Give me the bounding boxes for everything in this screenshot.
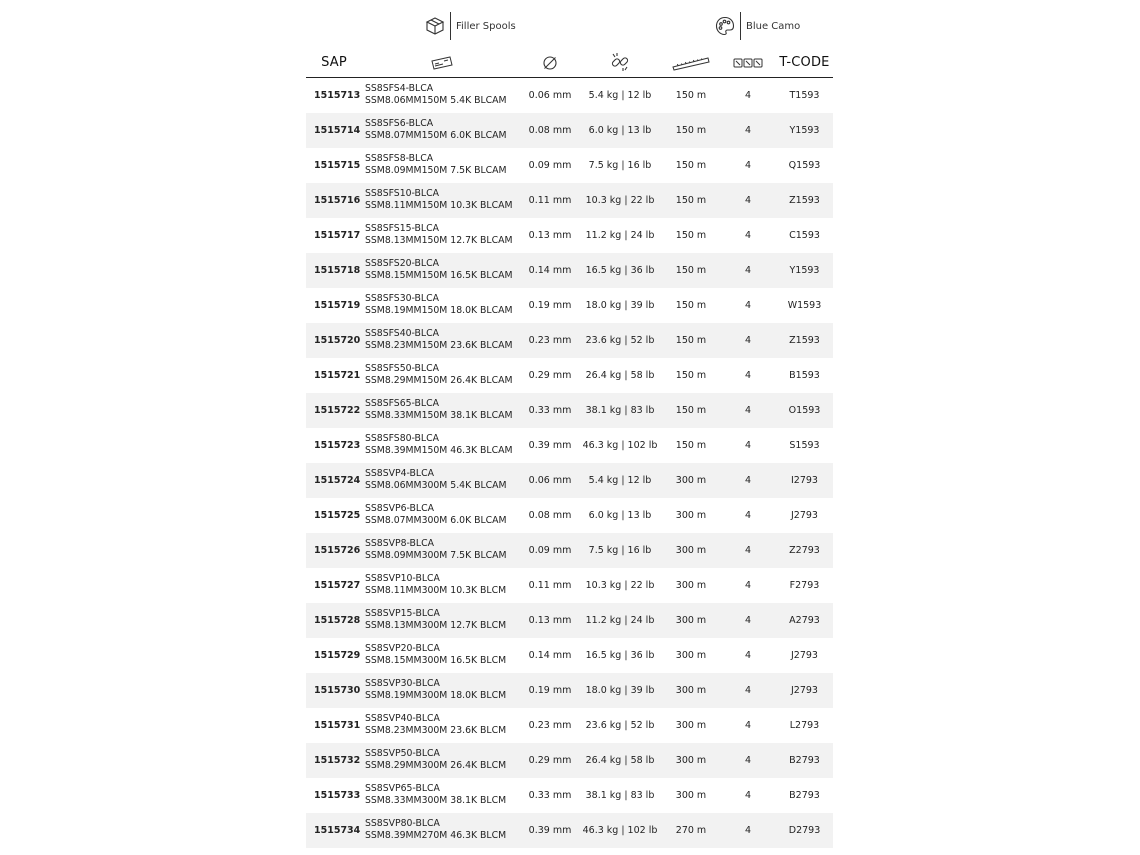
table-row xyxy=(306,568,833,603)
cell-sap: 1515724 xyxy=(314,474,361,486)
cell-sap: 1515722 xyxy=(314,404,361,416)
cell-diameter: 0.13 mm xyxy=(528,614,572,626)
cell-length: 150 m xyxy=(675,159,707,171)
cell-breaking-strength: 6.0 kg | 13 lb xyxy=(588,124,652,136)
cell-product-desc: SSM8.09MM150M 7.5K BLCAM xyxy=(365,165,507,176)
cell-sap: 1515725 xyxy=(314,509,361,521)
cell-sap: 1515727 xyxy=(314,579,361,591)
cell-sap: 1515723 xyxy=(314,439,361,451)
cell-tcode: B2793 xyxy=(789,789,820,801)
cell-tcode: Z1593 xyxy=(789,334,820,346)
cell-tcode: J2793 xyxy=(791,649,818,661)
cell-description xyxy=(362,778,522,813)
table-row xyxy=(306,428,833,463)
cell-product-code: SS8SVP4-BLCA xyxy=(365,468,434,479)
cell-product-desc: SSM8.39MM270M 46.3K BLCM xyxy=(365,830,507,841)
legend-blue-camo xyxy=(714,10,800,42)
cell-sap: 1515726 xyxy=(314,544,361,556)
cell-product-code: SS8SVP80-BLCA xyxy=(365,818,440,829)
cell-breaking-strength: 10.3 kg | 22 lb xyxy=(585,579,655,591)
cell-sap: 1515734 xyxy=(314,824,361,836)
label-tag-icon xyxy=(430,53,454,72)
cell-product-code: SS8SVP10-BLCA xyxy=(365,573,440,584)
cell-breaking-strength: 26.4 kg | 58 lb xyxy=(585,369,655,381)
cell-breaking-strength: 46.3 kg | 102 lb xyxy=(582,439,658,451)
cell-length: 300 m xyxy=(675,649,707,661)
cell-sap: 1515713 xyxy=(314,89,361,101)
cell-tcode: L2793 xyxy=(789,719,820,731)
cell-breaking-strength: 18.0 kg | 39 lb xyxy=(585,299,655,311)
cell-breaking-strength: 16.5 kg | 36 lb xyxy=(585,649,655,661)
cell-quantity: 4 xyxy=(744,614,752,626)
diameter-icon xyxy=(542,53,558,72)
cell-breaking-strength: 26.4 kg | 58 lb xyxy=(585,754,655,766)
legend-filler-spools xyxy=(424,10,516,42)
cell-quantity: 4 xyxy=(744,649,752,661)
table-row xyxy=(306,673,833,708)
cell-description xyxy=(362,183,522,218)
cell-product-desc: SSM8.09MM300M 7.5K BLCAM xyxy=(365,550,507,561)
cell-description xyxy=(362,498,522,533)
cell-product-code: SS8SFS80-BLCA xyxy=(365,433,439,444)
cell-tcode: F2793 xyxy=(789,579,820,591)
cell-breaking-strength: 6.0 kg | 13 lb xyxy=(588,509,652,521)
cell-sap: 1515719 xyxy=(314,299,361,311)
cell-tcode: A2793 xyxy=(789,614,820,626)
cell-product-desc: SSM8.23MM150M 23.6K BLCAM xyxy=(365,340,513,351)
table-row xyxy=(306,708,833,743)
cell-tcode: I2793 xyxy=(791,474,818,486)
cell-diameter: 0.39 mm xyxy=(528,439,572,451)
table-row xyxy=(306,358,833,393)
cell-description xyxy=(362,463,522,498)
cell-quantity: 4 xyxy=(744,719,752,731)
cell-length: 300 m xyxy=(675,754,707,766)
cell-diameter: 0.19 mm xyxy=(528,684,572,696)
cell-description xyxy=(362,78,522,113)
cell-breaking-strength: 5.4 kg | 12 lb xyxy=(588,474,652,486)
cell-quantity: 4 xyxy=(744,579,752,591)
table-row xyxy=(306,288,833,323)
cell-product-desc: SSM8.13MM300M 12.7K BLCM xyxy=(365,620,507,631)
cell-quantity: 4 xyxy=(744,684,752,696)
cell-product-desc: SSM8.11MM300M 10.3K BLCM xyxy=(365,585,507,596)
cell-tcode: Y1593 xyxy=(789,264,820,276)
cell-sap: 1515717 xyxy=(314,229,361,241)
product-spec-table xyxy=(306,47,833,848)
table-row xyxy=(306,813,833,848)
cell-tcode: O1593 xyxy=(788,404,821,416)
cell-breaking-strength: 7.5 kg | 16 lb xyxy=(588,544,652,556)
cell-sap: 1515715 xyxy=(314,159,361,171)
cell-tcode: T1593 xyxy=(789,89,820,101)
cell-tcode: S1593 xyxy=(789,439,820,451)
cell-diameter: 0.33 mm xyxy=(528,789,572,801)
table-row xyxy=(306,533,833,568)
header-description xyxy=(362,47,522,78)
cell-diameter: 0.09 mm xyxy=(528,544,572,556)
cell-diameter: 0.23 mm xyxy=(528,719,572,731)
cell-tcode: Y1593 xyxy=(789,124,820,136)
cell-length: 300 m xyxy=(675,614,707,626)
table-row xyxy=(306,183,833,218)
cell-product-desc: SSM8.19MM150M 18.0K BLCAM xyxy=(365,305,513,316)
cell-breaking-strength: 23.6 kg | 52 lb xyxy=(585,719,655,731)
cell-sap: 1515729 xyxy=(314,649,361,661)
cell-product-code: SS8SVP65-BLCA xyxy=(365,783,440,794)
cell-product-code: SS8SVP15-BLCA xyxy=(365,608,440,619)
cell-length: 300 m xyxy=(675,684,707,696)
table-row xyxy=(306,253,833,288)
cell-diameter: 0.29 mm xyxy=(528,754,572,766)
cell-description xyxy=(362,813,522,848)
cell-product-desc: SSM8.06MM300M 5.4K BLCAM xyxy=(365,480,507,491)
cell-product-code: SS8SVP20-BLCA xyxy=(365,643,440,654)
cell-diameter: 0.08 mm xyxy=(528,509,572,521)
table-row xyxy=(306,498,833,533)
cell-length: 300 m xyxy=(675,789,707,801)
cell-length: 150 m xyxy=(675,194,707,206)
cell-tcode: B2793 xyxy=(789,754,820,766)
legend-filler-label: Filler Spools xyxy=(456,20,516,32)
table-body xyxy=(306,78,833,848)
cell-quantity: 4 xyxy=(744,754,752,766)
legend-separator xyxy=(740,12,741,40)
cell-diameter: 0.11 mm xyxy=(528,579,572,591)
cell-diameter: 0.14 mm xyxy=(528,264,572,276)
table-row xyxy=(306,638,833,673)
cell-product-code: SS8SFS15-BLCA xyxy=(365,223,439,234)
cell-description xyxy=(362,393,522,428)
cell-length: 150 m xyxy=(675,334,707,346)
header-breaking-strength xyxy=(578,47,662,78)
cell-sap: 1515728 xyxy=(314,614,361,626)
cell-product-code: SS8SVP30-BLCA xyxy=(365,678,440,689)
cell-product-desc: SSM8.29MM150M 26.4K BLCAM xyxy=(365,375,513,386)
cell-tcode: J2793 xyxy=(791,684,818,696)
cell-product-code: SS8SFS4-BLCA xyxy=(365,83,434,95)
cell-product-desc: SSM8.23MM300M 23.6K BLCM xyxy=(365,725,507,736)
cell-product-code: SS8SVP6-BLCA xyxy=(365,503,434,514)
cell-quantity: 4 xyxy=(744,824,752,836)
cell-length: 150 m xyxy=(675,369,707,381)
cell-diameter: 0.09 mm xyxy=(528,159,572,171)
cell-product-desc: SSM8.11MM150M 10.3K BLCAM xyxy=(365,200,513,211)
cell-length: 150 m xyxy=(675,124,707,136)
cell-breaking-strength: 18.0 kg | 39 lb xyxy=(585,684,655,696)
cell-breaking-strength: 7.5 kg | 16 lb xyxy=(588,159,652,171)
cell-diameter: 0.13 mm xyxy=(528,229,572,241)
cell-product-code: SS8SVP40-BLCA xyxy=(365,713,440,724)
cell-quantity: 4 xyxy=(744,229,752,241)
cell-quantity: 4 xyxy=(744,299,752,311)
cell-diameter: 0.08 mm xyxy=(528,124,572,136)
cell-quantity: 4 xyxy=(744,439,752,451)
cell-quantity: 4 xyxy=(744,159,752,171)
chain-link-icon xyxy=(609,52,631,71)
cell-product-code: SS8SFS20-BLCA xyxy=(365,258,439,269)
cell-product-desc: SSM8.15MM300M 16.5K BLCM xyxy=(365,655,507,666)
cell-diameter: 0.23 mm xyxy=(528,334,572,346)
cell-length: 270 m xyxy=(675,824,707,836)
cell-quantity: 4 xyxy=(744,369,752,381)
cell-breaking-strength: 46.3 kg | 102 lb xyxy=(582,824,658,836)
cell-breaking-strength: 5.4 kg | 12 lb xyxy=(588,89,652,101)
cell-sap: 1515732 xyxy=(314,754,361,766)
cell-product-code: SS8SFS30-BLCA xyxy=(365,293,439,304)
legend-camo-label: Blue Camo xyxy=(746,20,801,32)
cell-description xyxy=(362,428,522,463)
cell-tcode: Q1593 xyxy=(788,159,821,171)
table-row xyxy=(306,778,833,813)
cell-product-desc: SSM8.07MM150M 6.0K BLCAM xyxy=(365,130,507,141)
cell-product-code: SS8SVP8-BLCA xyxy=(365,538,434,549)
cell-diameter: 0.39 mm xyxy=(528,824,572,836)
cell-description xyxy=(362,218,522,253)
cell-length: 300 m xyxy=(675,509,707,521)
cell-description xyxy=(362,253,522,288)
cell-product-desc: SSM8.33MM300M 38.1K BLCM xyxy=(365,795,507,806)
cell-sap: 1515714 xyxy=(314,124,361,136)
cell-product-desc: SSM8.19MM300M 18.0K BLCM xyxy=(365,690,507,701)
cell-product-desc: SSM8.13MM150M 12.7K BLCAM xyxy=(365,235,513,246)
cell-product-code: SS8SFS6-BLCA xyxy=(365,118,434,129)
cell-sap: 1515720 xyxy=(314,334,361,346)
cell-length: 300 m xyxy=(675,544,707,556)
table-row xyxy=(306,78,833,113)
cell-length: 150 m xyxy=(675,299,707,311)
cell-quantity: 4 xyxy=(744,544,752,556)
cell-tcode: D2793 xyxy=(788,824,821,836)
ruler-icon xyxy=(672,53,710,72)
cell-quantity: 4 xyxy=(744,124,752,136)
cell-sap: 1515718 xyxy=(314,264,361,276)
legend-separator xyxy=(450,12,451,40)
cell-description xyxy=(362,533,522,568)
cell-product-desc: SSM8.29MM300M 26.4K BLCM xyxy=(365,760,507,771)
cell-length: 300 m xyxy=(675,474,707,486)
table-row xyxy=(306,323,833,358)
cell-quantity: 4 xyxy=(744,264,752,276)
header-quantity xyxy=(720,47,776,78)
cell-diameter: 0.06 mm xyxy=(528,89,572,101)
cell-product-desc: SSM8.15MM150M 16.5K BLCAM xyxy=(365,270,513,281)
cell-product-desc: SSM8.07MM300M 6.0K BLCAM xyxy=(365,515,507,526)
table-row xyxy=(306,463,833,498)
cell-diameter: 0.19 mm xyxy=(528,299,572,311)
cell-product-desc: SSM8.06MM150M 5.4K BLCAM xyxy=(365,95,507,107)
cell-description xyxy=(362,288,522,323)
cell-length: 150 m xyxy=(675,439,707,451)
header-diameter xyxy=(522,47,578,78)
cell-quantity: 4 xyxy=(744,474,752,486)
cell-quantity: 4 xyxy=(744,194,752,206)
cell-breaking-strength: 23.6 kg | 52 lb xyxy=(585,334,655,346)
cell-breaking-strength: 38.1 kg | 83 lb xyxy=(585,404,655,416)
cell-sap: 1515716 xyxy=(314,194,361,206)
cell-description xyxy=(362,148,522,183)
spool-pack-icon xyxy=(733,53,763,72)
cell-quantity: 4 xyxy=(744,89,752,101)
table-header xyxy=(306,47,833,78)
cell-description xyxy=(362,568,522,603)
table-row xyxy=(306,148,833,183)
cell-product-code: SS8SFS40-BLCA xyxy=(365,328,439,339)
cell-product-code: SS8SFS65-BLCA xyxy=(365,398,439,409)
cell-description xyxy=(362,358,522,393)
cell-breaking-strength: 10.3 kg | 22 lb xyxy=(585,194,655,206)
header-tcode: T-CODE xyxy=(776,47,833,78)
header-sap: SAP xyxy=(306,47,362,78)
cell-tcode: J2793 xyxy=(791,509,818,521)
cell-length: 150 m xyxy=(675,404,707,416)
cell-diameter: 0.14 mm xyxy=(528,649,572,661)
cell-sap: 1515721 xyxy=(314,369,361,381)
cell-breaking-strength: 11.2 kg | 24 lb xyxy=(585,614,655,626)
cell-length: 150 m xyxy=(675,229,707,241)
cell-product-code: SS8SFS10-BLCA xyxy=(365,188,439,199)
cell-length: 300 m xyxy=(675,579,707,591)
cell-description xyxy=(362,323,522,358)
header-length xyxy=(662,47,720,78)
cell-tcode: C1593 xyxy=(789,229,820,241)
cell-tcode: W1593 xyxy=(787,299,822,311)
cell-quantity: 4 xyxy=(744,509,752,521)
cell-sap: 1515730 xyxy=(314,684,361,696)
cell-breaking-strength: 11.2 kg | 24 lb xyxy=(585,229,655,241)
cell-diameter: 0.06 mm xyxy=(528,474,572,486)
cell-description xyxy=(362,743,522,778)
cell-description xyxy=(362,673,522,708)
cell-length: 150 m xyxy=(675,89,707,101)
cell-product-code: SS8SFS8-BLCA xyxy=(365,153,434,164)
table-row xyxy=(306,113,833,148)
cell-length: 300 m xyxy=(675,719,707,731)
cell-description xyxy=(362,603,522,638)
cell-breaking-strength: 16.5 kg | 36 lb xyxy=(585,264,655,276)
cell-quantity: 4 xyxy=(744,404,752,416)
cell-quantity: 4 xyxy=(744,789,752,801)
table-row xyxy=(306,603,833,638)
cell-description xyxy=(362,638,522,673)
cell-description xyxy=(362,708,522,743)
table-row xyxy=(306,393,833,428)
box-icon xyxy=(424,15,446,37)
cell-sap: 1515733 xyxy=(314,789,361,801)
table-row xyxy=(306,743,833,778)
cell-length: 150 m xyxy=(675,264,707,276)
cell-diameter: 0.33 mm xyxy=(528,404,572,416)
cell-sap: 1515731 xyxy=(314,719,361,731)
cell-product-desc: SSM8.39MM150M 46.3K BLCAM xyxy=(365,445,513,456)
table-row xyxy=(306,218,833,253)
cell-tcode: Z1593 xyxy=(789,194,820,206)
cell-diameter: 0.11 mm xyxy=(528,194,572,206)
cell-diameter: 0.29 mm xyxy=(528,369,572,381)
cell-tcode: B1593 xyxy=(789,369,820,381)
cell-product-code: SS8SFS50-BLCA xyxy=(365,363,439,374)
cell-product-code: SS8SVP50-BLCA xyxy=(365,748,440,759)
palette-icon xyxy=(714,15,736,37)
cell-breaking-strength: 38.1 kg | 83 lb xyxy=(585,789,655,801)
cell-description xyxy=(362,113,522,148)
cell-quantity: 4 xyxy=(744,334,752,346)
cell-tcode: Z2793 xyxy=(789,544,820,556)
cell-product-desc: SSM8.33MM150M 38.1K BLCAM xyxy=(365,410,513,421)
